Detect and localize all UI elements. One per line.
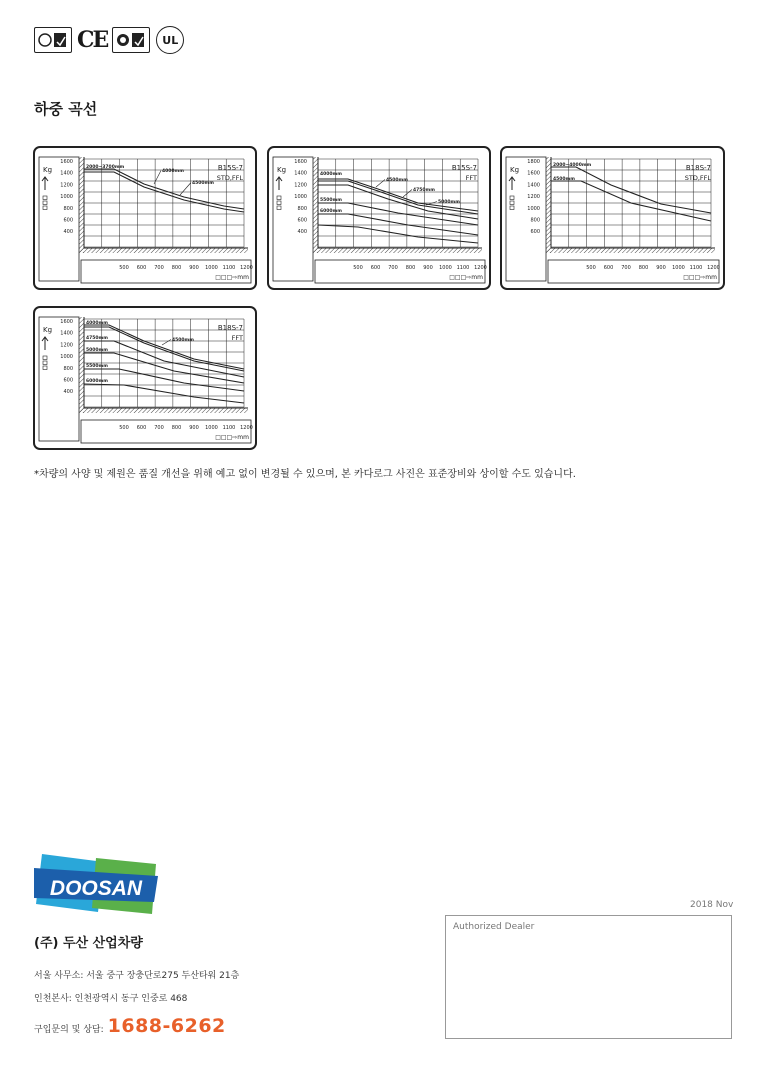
y-unit-label: Kg — [277, 166, 287, 174]
y-axis-box — [506, 157, 546, 281]
y-tick-label: 800 — [63, 365, 73, 372]
x-tick-label: 900 — [189, 425, 199, 431]
x-tick-label: 1000 — [205, 425, 218, 431]
x-tick-label: 1100 — [689, 265, 703, 271]
variant-label: FFT — [231, 334, 243, 342]
curve-label-pointer — [162, 340, 171, 346]
axis-glyph-icon — [43, 201, 47, 205]
curve-label: 4750mm — [86, 336, 108, 341]
x-tick-label: 900 — [423, 265, 433, 271]
load-curve — [551, 181, 711, 221]
seoul-office-address: 서울 사무소: 서울 중구 장충단로275 두산타워 21층 — [34, 971, 240, 981]
y-tick-label: 1200 — [527, 194, 540, 201]
y-axis-box — [39, 157, 79, 281]
curve-label: 5500mm — [86, 364, 108, 369]
x-tick-label: 900 — [189, 265, 199, 271]
y-tick-label: 400 — [63, 229, 73, 236]
load-curve — [318, 181, 478, 214]
x-tick-label: 1000 — [205, 265, 218, 271]
axis-glyph-icon — [43, 361, 47, 365]
y-tick-label: 1400 — [294, 170, 307, 177]
iso-14001-icon — [112, 27, 150, 53]
x-unit-label: □□□⇨mm — [215, 274, 249, 281]
curve-label-pointer — [376, 180, 385, 188]
section-title: 하중 곡선 — [34, 100, 98, 118]
load-curve — [84, 384, 244, 403]
y-axis-box — [39, 317, 79, 441]
contact-label: 구입문의 및 상담: — [34, 1025, 104, 1035]
y-tick-label: 800 — [63, 205, 73, 212]
x-tick-label: 600 — [136, 425, 147, 431]
axis-glyph-icon — [510, 196, 514, 200]
x-tick-label: 1100 — [456, 265, 470, 271]
y-tick-label: 400 — [63, 389, 73, 396]
x-tick-label: 500 — [353, 265, 363, 271]
x-tick-label: 1000 — [672, 265, 685, 271]
load-curve — [318, 214, 478, 235]
x-tick-label: 1100 — [222, 425, 236, 431]
contact-line — [34, 1015, 226, 1037]
x-tick-label: 1000 — [439, 265, 452, 271]
y-unit-label: Kg — [43, 326, 53, 334]
x-tick-label: 600 — [370, 265, 381, 271]
x-tick-label: 800 — [171, 425, 182, 431]
backrest-wall — [79, 317, 84, 413]
y-tick-label: 600 — [63, 377, 73, 384]
curve-label: 2000~4000mm — [553, 163, 592, 168]
y-tick-label: 1200 — [60, 182, 73, 189]
doosan-logo — [34, 854, 159, 920]
axis-glyph-icon — [43, 206, 47, 210]
y-unit-label: Kg — [510, 166, 520, 174]
backrest-wall — [313, 157, 318, 253]
ground-wall — [313, 248, 482, 253]
x-tick-label: 600 — [603, 265, 614, 271]
axis-glyph-icon — [510, 201, 514, 205]
x-tick-label: 1200 — [707, 265, 720, 271]
curve-label: 5000mm — [438, 200, 460, 205]
y-tick-label: 1200 — [294, 182, 307, 189]
ground-wall — [79, 408, 248, 413]
ground-wall — [79, 248, 248, 253]
y-tick-label: 1400 — [60, 330, 73, 337]
axis-glyph-icon — [277, 201, 281, 205]
axis-glyph-icon — [277, 196, 281, 200]
x-tick-label: 600 — [136, 265, 147, 271]
y-tick-label: 600 — [63, 217, 73, 224]
curve-label: 6000mm — [320, 209, 342, 214]
up-arrow-icon — [42, 337, 48, 350]
x-unit-label: □□□⇨mm — [449, 274, 483, 281]
axis-glyph-icon — [43, 196, 47, 200]
y-tick-label: 800 — [297, 205, 307, 212]
up-arrow-icon — [276, 177, 282, 190]
x-tick-label: 1200 — [474, 265, 487, 271]
curve-label: 4500mm — [192, 181, 214, 186]
load-chart-4 — [33, 306, 257, 450]
x-tick-label: 700 — [154, 425, 164, 431]
backrest-wall — [79, 157, 84, 253]
x-tick-label: 700 — [154, 265, 164, 271]
x-unit-label: □□□⇨mm — [215, 434, 249, 441]
curve-label: 6000mm — [86, 379, 108, 384]
x-tick-label: 900 — [656, 265, 666, 271]
y-tick-label: 1200 — [60, 342, 73, 349]
backrest-wall — [546, 157, 551, 253]
iso-9001-icon — [34, 27, 72, 53]
y-tick-label: 1000 — [60, 194, 73, 201]
x-tick-label: 700 — [388, 265, 398, 271]
y-tick-label: 800 — [530, 217, 540, 224]
y-tick-label: 1400 — [527, 182, 540, 189]
axis-glyph-icon — [43, 356, 47, 360]
y-axis-box — [273, 157, 313, 281]
variant-label: STD,FFL — [216, 174, 243, 182]
y-tick-label: 1000 — [527, 205, 540, 212]
x-unit-label: □□□⇨mm — [683, 274, 717, 281]
x-tick-label: 800 — [171, 265, 182, 271]
publication-date: 2018 Nov — [690, 900, 734, 910]
y-tick-label: 1600 — [60, 319, 73, 325]
variant-label: STD,FFL — [684, 174, 711, 182]
curve-label: 4750mm — [413, 188, 435, 193]
authorized-dealer-box — [445, 915, 732, 1039]
load-chart-2 — [267, 146, 491, 290]
brand-wordmark: DOOSAN — [49, 877, 143, 900]
curve-label: 5000mm — [86, 348, 108, 353]
x-tick-label: 500 — [119, 265, 129, 271]
model-label: B15S-7 — [217, 164, 243, 172]
load-curve — [318, 225, 478, 243]
curve-label: 5500mm — [320, 198, 342, 203]
x-tick-label: 500 — [586, 265, 596, 271]
curve-label-pointer — [180, 183, 191, 196]
y-tick-label: 1800 — [527, 159, 540, 165]
curve-label: 4500mm — [553, 177, 575, 182]
y-unit-label: Kg — [43, 166, 53, 174]
disclaimer-note: *차량의 사양 및 제원은 품질 개선을 위해 예고 없이 변경될 수 있으며, 본 카다로그 사진은 표준장비와 상이할 수도 있습니다. — [34, 469, 576, 480]
incheon-hq-address: 인천본사: 인천광역시 동구 인중로 468 — [34, 994, 188, 1004]
x-tick-label: 1100 — [222, 265, 236, 271]
certification-marks — [34, 26, 184, 54]
axis-glyph-icon — [510, 206, 514, 210]
ce-mark-icon: CE — [77, 27, 108, 53]
up-arrow-icon — [42, 177, 48, 190]
model-label: B18S-7 — [217, 324, 243, 332]
y-tick-label: 1600 — [294, 159, 307, 165]
model-label: B15S-7 — [451, 164, 477, 172]
x-tick-label: 1200 — [240, 425, 253, 431]
y-tick-label: 600 — [530, 229, 540, 236]
x-tick-label: 700 — [621, 265, 631, 271]
x-tick-label: 500 — [119, 425, 129, 431]
dealer-label: Authorized Dealer — [453, 922, 535, 932]
y-tick-label: 1000 — [294, 194, 307, 201]
axis-glyph-icon — [277, 206, 281, 210]
axis-glyph-icon — [43, 366, 47, 370]
load-curve — [84, 341, 244, 377]
x-tick-label: 1200 — [240, 265, 253, 271]
variant-label: FFT — [465, 174, 477, 182]
curve-label: 2000~3700mm — [86, 165, 125, 170]
y-tick-label: 1600 — [60, 159, 73, 165]
curve-label-pointer — [403, 190, 412, 198]
load-chart-1 — [33, 146, 257, 290]
x-tick-label: 800 — [405, 265, 416, 271]
curve-label: 4500mm — [172, 338, 194, 343]
curve-label: 4000mm — [162, 169, 184, 174]
y-tick-label: 1000 — [60, 354, 73, 361]
y-tick-label: 1400 — [60, 170, 73, 177]
y-tick-label: 400 — [297, 229, 307, 236]
ground-wall — [546, 248, 715, 253]
load-curve — [318, 179, 478, 211]
y-tick-label: 600 — [297, 217, 307, 224]
load-chart-3 — [500, 146, 725, 290]
curve-label: 4500mm — [386, 178, 408, 183]
y-tick-label: 1600 — [527, 170, 540, 177]
ul-mark-icon: UL — [156, 26, 184, 54]
x-tick-label: 800 — [638, 265, 649, 271]
model-label: B18S-7 — [685, 164, 711, 172]
up-arrow-icon — [509, 177, 515, 190]
curve-label: 4000mm — [320, 172, 342, 177]
company-name: (주) 두산 산업차량 — [34, 936, 143, 951]
curve-label: 4000mm — [86, 321, 108, 326]
contact-phone: 1688-6262 — [107, 1015, 226, 1037]
